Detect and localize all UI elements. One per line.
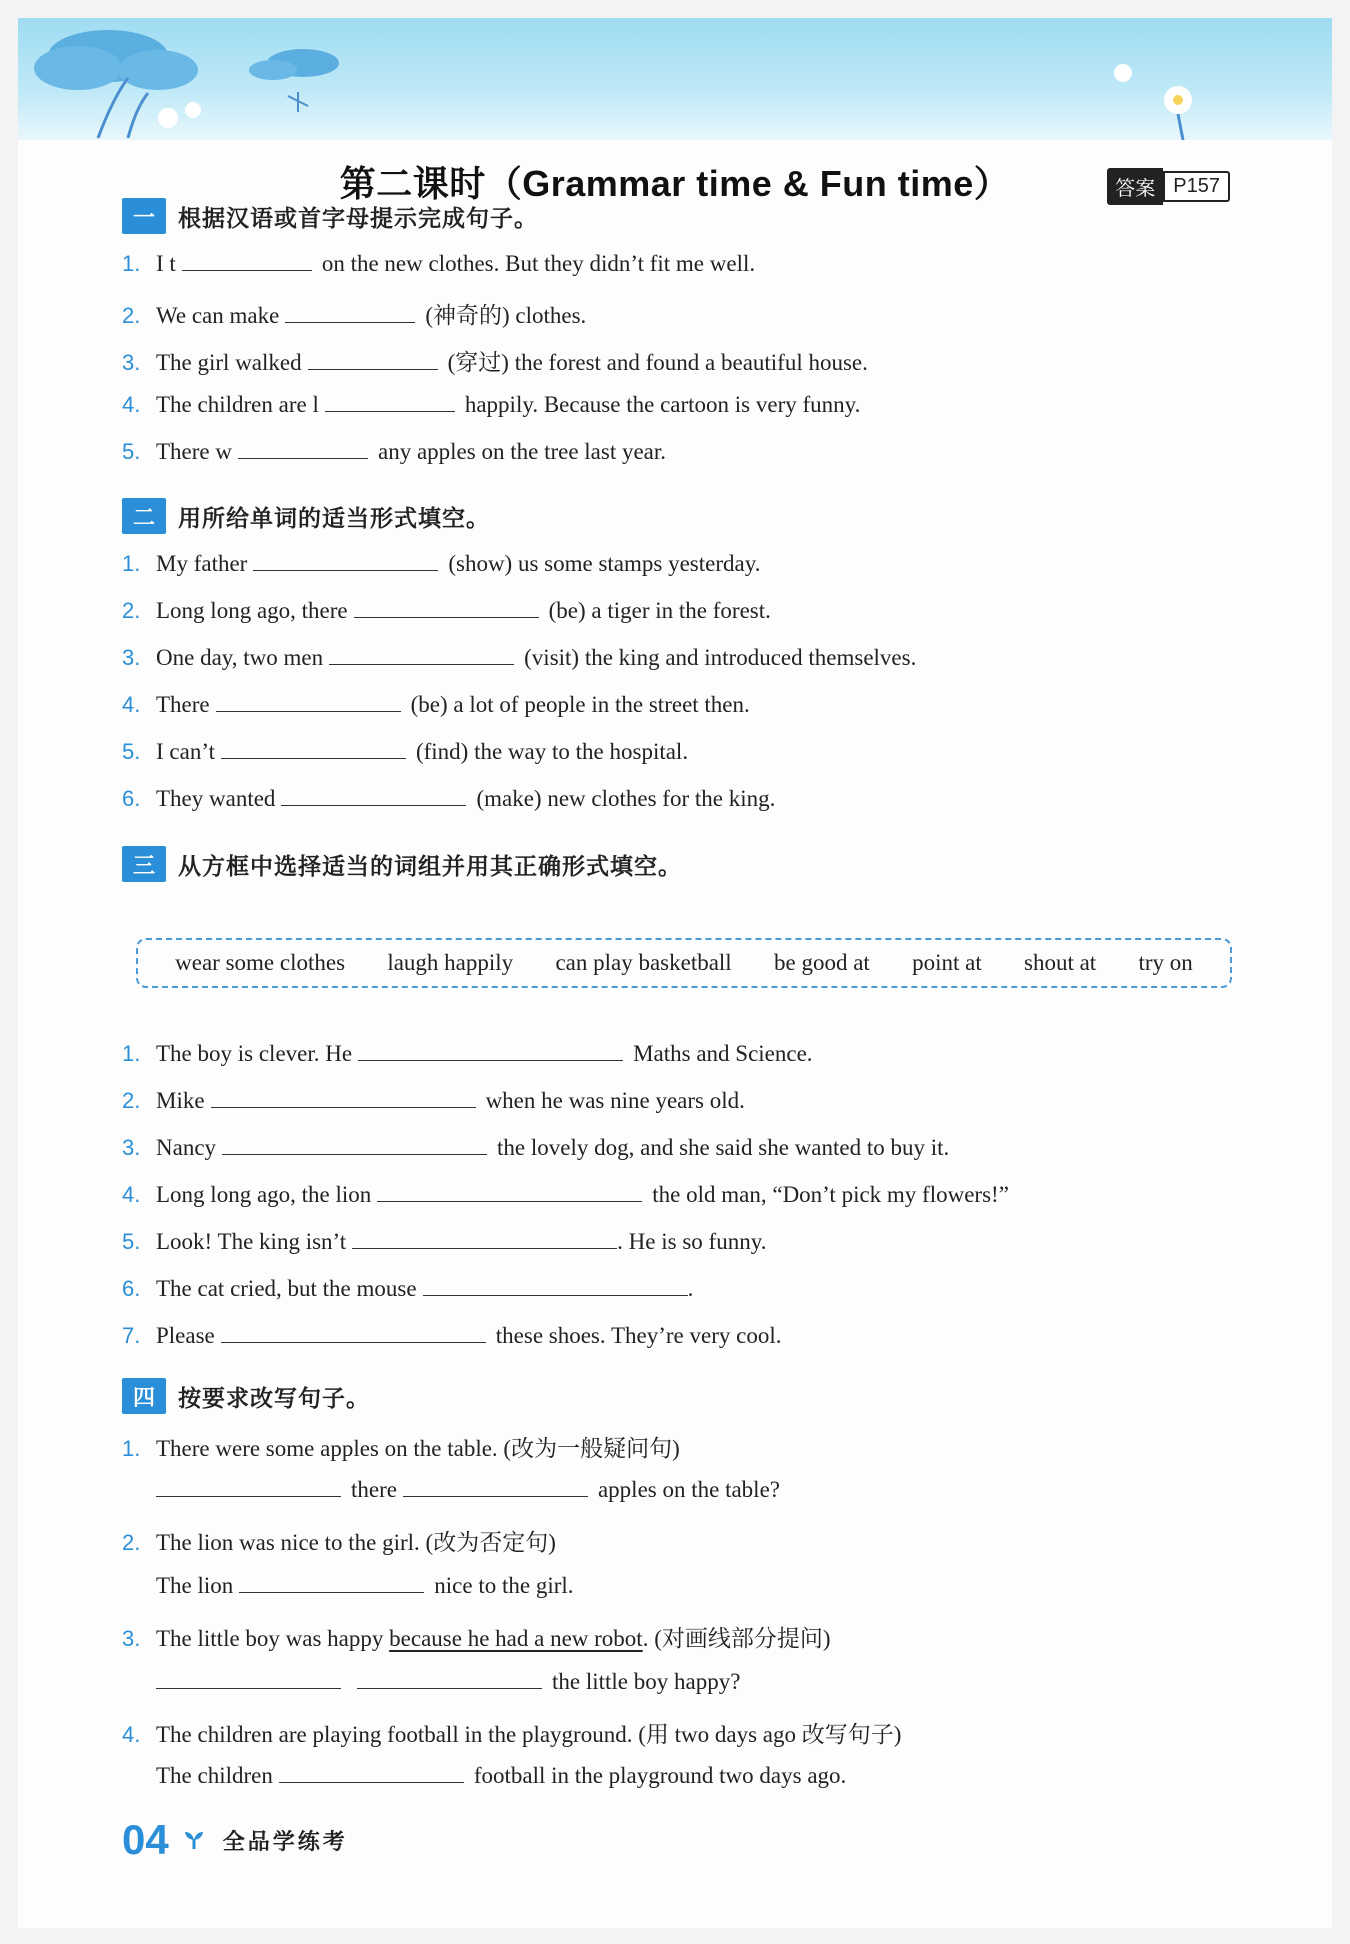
question-text: happily. Because the cartoon is very funny. bbox=[464, 392, 861, 417]
question-text: The boy is clever. He bbox=[156, 1041, 353, 1066]
question-item bbox=[122, 1430, 680, 1463]
answer-blank[interactable] bbox=[329, 644, 514, 665]
answer-blank[interactable] bbox=[352, 1228, 617, 1249]
answer-blank[interactable] bbox=[253, 550, 438, 571]
question-number: 2. bbox=[122, 303, 141, 328]
word-option: can play basketball bbox=[555, 950, 732, 975]
question-text: I t bbox=[156, 251, 176, 276]
question-text: The children are playing football in the playground. (用 two days ago 改写句子) bbox=[156, 1722, 902, 1747]
answer-text: football in the playground two days ago. bbox=[473, 1763, 847, 1788]
answer-text: nice to the girl. bbox=[434, 1573, 574, 1598]
brand-name: 全品学练考 bbox=[222, 1829, 348, 1855]
question-text: The little boy was happy bbox=[156, 1626, 384, 1651]
section-badge: 一 bbox=[122, 198, 166, 234]
question-number: 4. bbox=[122, 692, 141, 717]
question-number: 6. bbox=[122, 1276, 141, 1301]
question-item bbox=[122, 1228, 766, 1255]
answer-text: the little boy happy? bbox=[552, 1669, 741, 1694]
question-number: 5. bbox=[122, 439, 141, 464]
question-number: 7. bbox=[122, 1323, 141, 1348]
question-number: 5. bbox=[122, 1229, 141, 1254]
question-number: 1. bbox=[122, 551, 141, 576]
answer-blank[interactable] bbox=[238, 438, 368, 459]
word-option: shout at bbox=[1024, 950, 1097, 975]
question-text: . bbox=[687, 1276, 694, 1301]
question-item bbox=[122, 1275, 693, 1302]
question-number: 3. bbox=[122, 1135, 141, 1160]
question-item bbox=[122, 1620, 831, 1653]
answer-line bbox=[122, 1762, 846, 1789]
question-item bbox=[122, 1040, 813, 1067]
question-text: (find) the way to the hospital. bbox=[415, 739, 689, 764]
answer-text: The lion bbox=[156, 1573, 234, 1598]
answer-label: 答案 bbox=[1107, 168, 1163, 205]
question-item bbox=[122, 1322, 781, 1349]
question-number: 3. bbox=[122, 645, 141, 670]
underlined-phrase: because he had a new robot bbox=[389, 1626, 643, 1651]
question-number: 1. bbox=[122, 1041, 141, 1066]
question-text: Mike bbox=[156, 1088, 205, 1113]
worksheet-page bbox=[18, 18, 1332, 1928]
question-text: (神奇的) clothes. bbox=[425, 303, 587, 328]
question-text: on the new clothes. But they didn’t fit me well. bbox=[321, 251, 756, 276]
question-text: (make) new clothes for the king. bbox=[476, 786, 776, 811]
question-item bbox=[122, 597, 771, 624]
answer-text: The children bbox=[156, 1763, 273, 1788]
question-number: 3. bbox=[122, 1626, 141, 1651]
question-text: these shoes. They’re very cool. bbox=[495, 1323, 782, 1348]
question-text: One day, two men bbox=[156, 645, 324, 670]
question-item bbox=[122, 550, 760, 577]
question-text: (show) us some stamps yesterday. bbox=[448, 551, 761, 576]
answer-blank[interactable] bbox=[216, 691, 401, 712]
section-title: 根据汉语或首字母提示完成句子。 bbox=[178, 205, 538, 232]
question-text: (visit) the king and introduced themselves. bbox=[524, 645, 917, 670]
answer-blank[interactable] bbox=[285, 302, 415, 323]
question-item bbox=[122, 1181, 1009, 1208]
answer-blank[interactable] bbox=[156, 1668, 341, 1689]
question-text: The cat cried, but the mouse bbox=[156, 1276, 417, 1301]
answer-text: there bbox=[351, 1477, 397, 1502]
page-number: 04 bbox=[122, 1816, 169, 1863]
question-number: 5. bbox=[122, 739, 141, 764]
question-text: We can make bbox=[156, 303, 280, 328]
header-banner bbox=[18, 18, 1332, 140]
answer-blank[interactable] bbox=[156, 1476, 341, 1497]
question-item bbox=[122, 438, 666, 465]
question-number: 6. bbox=[122, 786, 141, 811]
question-number: 2. bbox=[122, 1530, 141, 1555]
question-text: Please bbox=[156, 1323, 215, 1348]
section-badge: 二 bbox=[122, 498, 166, 534]
word-option: be good at bbox=[773, 950, 870, 975]
question-text: I can’t bbox=[156, 739, 215, 764]
section-1-header bbox=[122, 198, 538, 234]
question-text: They wanted bbox=[156, 786, 276, 811]
word-option: point at bbox=[912, 950, 982, 975]
section-badge: 四 bbox=[122, 1378, 166, 1414]
question-text: There w bbox=[156, 439, 232, 464]
section-badge: 三 bbox=[122, 846, 166, 882]
question-text: Maths and Science. bbox=[633, 1041, 813, 1066]
question-text: Long long ago, there bbox=[156, 598, 348, 623]
banner-illustration bbox=[18, 18, 1332, 140]
question-text: (be) a lot of people in the street then. bbox=[410, 692, 750, 717]
question-text: The lion was nice to the girl. (改为否定句) bbox=[156, 1530, 556, 1555]
answer-blank[interactable] bbox=[358, 1040, 623, 1061]
question-text: (穿过) the forest and found a beautiful house. bbox=[447, 350, 868, 375]
answer-blank[interactable] bbox=[354, 597, 539, 618]
answer-blank[interactable] bbox=[239, 1572, 424, 1593]
answer-text: apples on the table? bbox=[597, 1477, 780, 1502]
section-3-header bbox=[122, 846, 682, 882]
question-number: 1. bbox=[122, 1436, 141, 1461]
question-text: any apples on the tree last year. bbox=[378, 439, 667, 464]
answer-blank[interactable] bbox=[308, 349, 438, 370]
answer-line bbox=[122, 1572, 574, 1599]
question-item bbox=[122, 391, 860, 418]
answer-blank[interactable] bbox=[423, 1275, 688, 1296]
question-item bbox=[122, 344, 868, 377]
answer-reference bbox=[1107, 168, 1230, 205]
word-option: laugh happily bbox=[387, 950, 514, 975]
question-item bbox=[122, 1087, 745, 1114]
question-item bbox=[122, 785, 775, 812]
answer-line bbox=[122, 1476, 780, 1503]
question-text: . He is so funny. bbox=[617, 1229, 767, 1254]
answer-page: P157 bbox=[1163, 171, 1230, 202]
question-text: The girl walked bbox=[156, 350, 302, 375]
answer-blank[interactable] bbox=[281, 785, 466, 806]
answer-blank[interactable] bbox=[182, 250, 312, 271]
answer-blank[interactable] bbox=[325, 391, 455, 412]
page-footer bbox=[122, 1816, 348, 1864]
word-option: try on bbox=[1138, 950, 1193, 975]
question-text: . (对画线部分提问) bbox=[642, 1626, 831, 1651]
answer-blank[interactable] bbox=[279, 1762, 464, 1783]
answer-blank[interactable] bbox=[403, 1476, 588, 1497]
question-text: when he was nine years old. bbox=[485, 1088, 745, 1113]
answer-blank[interactable] bbox=[211, 1087, 476, 1108]
word-box bbox=[136, 938, 1232, 988]
question-text: Nancy bbox=[156, 1135, 217, 1160]
question-number: 3. bbox=[122, 350, 141, 375]
question-item bbox=[122, 250, 755, 277]
answer-blank[interactable] bbox=[221, 1322, 486, 1343]
section-4-header bbox=[122, 1378, 370, 1414]
question-number: 4. bbox=[122, 1182, 141, 1207]
question-number: 2. bbox=[122, 598, 141, 623]
question-item bbox=[122, 297, 586, 330]
question-text: (be) a tiger in the forest. bbox=[548, 598, 771, 623]
answer-blank[interactable] bbox=[377, 1181, 642, 1202]
question-text: There bbox=[156, 692, 210, 717]
question-text: Long long ago, the lion bbox=[156, 1182, 372, 1207]
question-number: 2. bbox=[122, 1088, 141, 1113]
section-title: 用所给单词的适当形式填空。 bbox=[178, 505, 490, 532]
question-item bbox=[122, 1134, 949, 1161]
question-text: the old man, “Don’t pick my flowers!” bbox=[652, 1182, 1009, 1207]
question-item bbox=[122, 738, 688, 765]
question-item bbox=[122, 644, 916, 671]
question-item bbox=[122, 1716, 901, 1749]
section-title: 按要求改写句子。 bbox=[178, 1385, 370, 1412]
answer-blank[interactable] bbox=[221, 738, 406, 759]
question-text: Look! The king isn’t bbox=[156, 1229, 347, 1254]
question-number: 4. bbox=[122, 1722, 141, 1747]
answer-blank[interactable] bbox=[357, 1668, 542, 1689]
sprout-icon bbox=[183, 1829, 205, 1851]
section-2-header bbox=[122, 498, 490, 534]
question-text: My father bbox=[156, 551, 248, 576]
question-text: There were some apples on the table. (改为一般疑问句) bbox=[156, 1436, 680, 1461]
page-title: 第二课时（Grammar time & Fun time） bbox=[339, 163, 1011, 204]
answer-line bbox=[122, 1668, 740, 1695]
question-item bbox=[122, 691, 750, 718]
word-option: wear some clothes bbox=[175, 950, 346, 975]
question-item bbox=[122, 1524, 556, 1557]
question-number: 4. bbox=[122, 392, 141, 417]
answer-blank[interactable] bbox=[222, 1134, 487, 1155]
question-text: The children are l bbox=[156, 392, 319, 417]
question-text: the lovely dog, and she said she wanted to buy it. bbox=[497, 1135, 950, 1160]
question-number: 1. bbox=[122, 251, 141, 276]
section-title: 从方框中选择适当的词组并用其正确形式填空。 bbox=[178, 853, 682, 880]
